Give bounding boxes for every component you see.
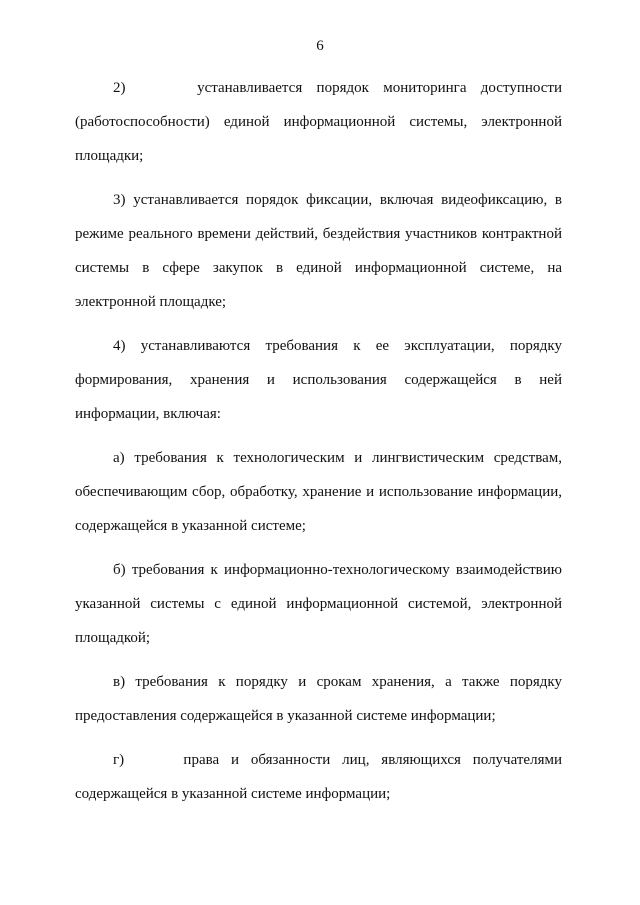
paragraph-subitem-b: б) требования к информационно-технологическому взаимодействию указанной системы с единой информационной системой, электронной площадкой; xyxy=(75,562,562,646)
page-number: 6 xyxy=(316,38,324,54)
paragraph-item-3: 3) устанавливается порядок фиксации, включая видеофиксацию, в режиме реального времени действий, бездействия участников контрактной системы в сфере закупок в единой информационной системе, на электронной площадке; xyxy=(75,192,562,310)
paragraph-subitem-a: а) требования к технологическим и лингвистическим средствам, обеспечивающим сбор, обработку, хранение и использование информации, содержащейся в указанной системе; xyxy=(75,450,562,534)
paragraph-subitem-g: г) права и обязанности лиц, являющихся получателями содержащейся в указанной системе информации; xyxy=(75,752,562,802)
paragraph-item-2: 2) устанавливается порядок мониторинга доступности (работоспособности) единой информационной системы, электронной площадки; xyxy=(75,80,562,164)
paragraph-item-4: 4) устанавливаются требования к ее эксплуатации, порядку формирования, хранения и использования содержащейся в ней информации, включая: xyxy=(75,338,562,422)
document-body xyxy=(75,71,562,821)
paragraph-subitem-v: в) требования к порядку и срокам хранения, а также порядку предоставления содержащейся в указанной системе информации; xyxy=(75,674,562,724)
